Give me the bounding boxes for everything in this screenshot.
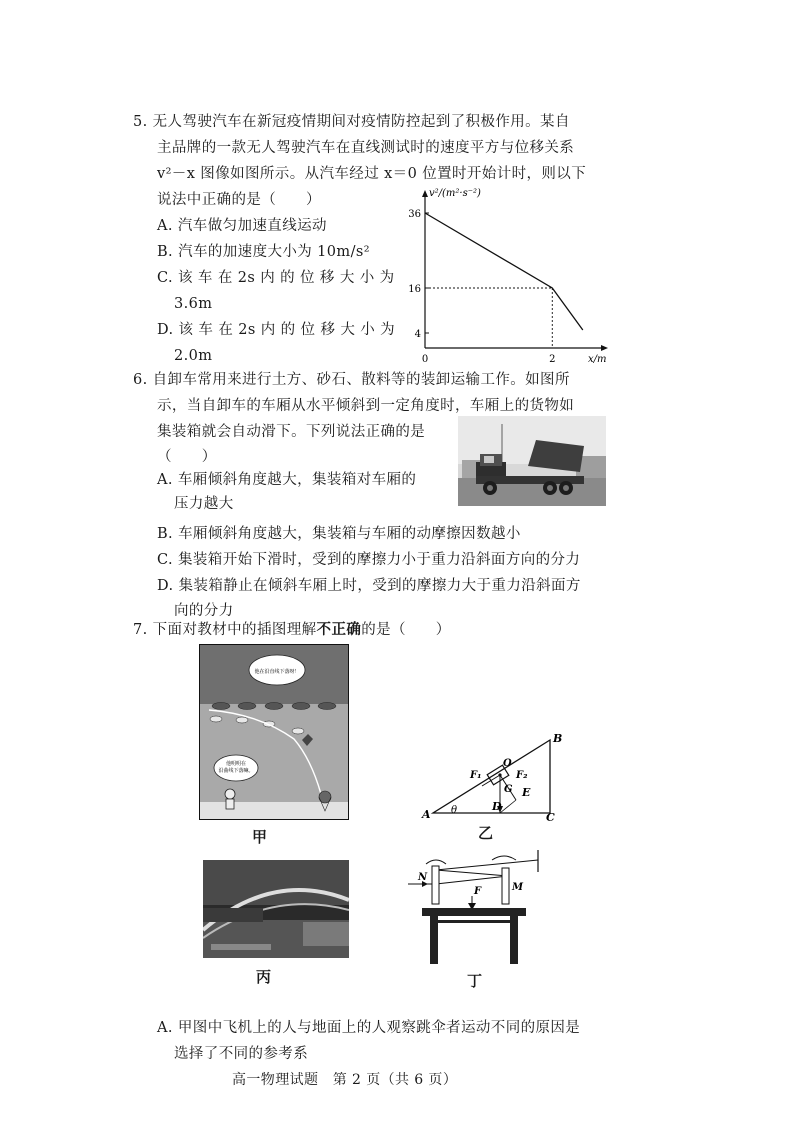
figure-jia-skydiver xyxy=(199,644,349,820)
q5-option-b: B. 汽车的加速度大小为 10m/s² xyxy=(157,244,370,260)
yi-label-F2: F₂ xyxy=(516,770,528,781)
y-tick-label: 4 xyxy=(414,329,421,340)
jia-bubble-bottom-text-2: 沿曲线下落嘛。 xyxy=(218,768,254,774)
yi-label-C: C xyxy=(546,811,555,822)
y-axis-label: v²/(m²·s⁻²) xyxy=(429,188,481,199)
q5-line-2: 主品牌的一款无人驾驶汽车在直线测试时的速度平方与位移关系 xyxy=(157,140,575,156)
x-tick-label: 0 xyxy=(421,354,429,365)
q6-option-c: C. 集装箱开始下滑时，受到的摩擦力小于重力沿斜面方向的分力 xyxy=(157,552,581,568)
q5-option-c-cont: 3.6m xyxy=(174,296,213,312)
q6-option-a-cont: 压力越大 xyxy=(174,496,234,512)
q5-option-c: C. 该 车 在 2s 内 的 位 移 大 小 为 xyxy=(157,270,395,286)
yi-label-B: B xyxy=(553,732,563,745)
q6-line-4: （ ） xyxy=(157,449,217,465)
y-tick-label: 36 xyxy=(408,209,421,220)
figure-ding-mirrors xyxy=(408,850,554,970)
ding-label-F: F xyxy=(474,886,482,897)
figure-ding-caption: 丁 xyxy=(467,972,483,990)
figure-jia-caption: 甲 xyxy=(252,828,268,846)
q5-line-1: 5. 无人驾驶汽车在新冠疫情期间对疫情防控起到了积极作用。某自 xyxy=(133,114,570,130)
y-axis-arrow xyxy=(422,190,428,197)
v2-x-chart xyxy=(395,186,615,366)
yi-label-O: O xyxy=(503,758,512,769)
yi-label-F1: F₁ xyxy=(470,770,482,781)
q7-option-a: A. 甲图中飞机上的人与地面上的人观察跳伞者运动不同的原因是 xyxy=(157,1020,581,1036)
q7-option-a-cont: 选择了不同的参考系 xyxy=(174,1046,309,1062)
x-axis-label: x/m xyxy=(588,354,607,365)
yi-label-G: G xyxy=(504,784,513,795)
x-tick-label: 2 xyxy=(549,354,556,365)
figure-yi-caption: 乙 xyxy=(478,824,494,842)
y-tick-label: 16 xyxy=(408,284,421,295)
x-axis-arrow xyxy=(601,345,608,351)
q7-line-post: 的是（ ） xyxy=(361,622,451,638)
jia-bubble-top-text: 他在沿直线下落呀！ xyxy=(254,669,300,675)
ding-label-M: M xyxy=(512,882,524,893)
q6-line-3: 集装箱就会自动滑下。下列说法正确的是 xyxy=(157,424,426,440)
q5-line-3: v²－x 图像如图所示。从汽车经过 x＝0 位置时开始计时，则以下 xyxy=(157,166,587,182)
q6-option-d-cont: 向的分力 xyxy=(174,603,234,619)
q7-line-bold: 不正确 xyxy=(316,621,362,638)
series-line xyxy=(425,213,583,330)
q7-line xyxy=(133,620,451,640)
figure-bing-bridge xyxy=(203,860,349,958)
q5-option-d: D. 该 车 在 2s 内 的 位 移 大 小 为 xyxy=(157,322,396,338)
yi-label-E: E xyxy=(522,786,531,799)
q6-option-a: A. 车厢倾斜角度越大，集装箱对车厢的 xyxy=(157,472,417,488)
q6-line-1: 6. 自卸车常用来进行土方、砂石、散料等的装卸运输工作。如图所 xyxy=(133,372,570,388)
yi-label-A: A xyxy=(422,808,431,821)
page-footer: 高一物理试题 第 2 页（共 6 页） xyxy=(232,1072,458,1088)
q6-option-d: D. 集装箱静止在倾斜车厢上时，受到的摩擦力大于重力沿斜面方 xyxy=(157,578,581,594)
figure-yi-incline xyxy=(418,730,568,822)
jia-bubble-bottom-text: 他明明在 xyxy=(225,761,247,767)
figure-bing-caption: 丙 xyxy=(256,968,272,986)
yi-label-D: D xyxy=(492,800,502,813)
yi-label-theta: θ xyxy=(451,805,458,816)
q5-option-d-cont: 2.0m xyxy=(174,348,213,364)
q6-line-2: 示，当自卸车的车厢从水平倾斜到一定角度时，车厢上的货物如 xyxy=(157,398,575,414)
q5-line-4: 说法中正确的是（ ） xyxy=(157,192,321,208)
q7-line-pre: 7. 下面对教材中的插图理解 xyxy=(133,622,317,638)
q6-option-b: B. 车厢倾斜角度越大，集装箱与车厢的动摩擦因数越小 xyxy=(157,526,521,542)
ding-label-N: N xyxy=(418,872,428,883)
q5-option-a: A. 汽车做匀加速直线运动 xyxy=(157,218,327,234)
dump-truck-photo xyxy=(458,416,606,506)
